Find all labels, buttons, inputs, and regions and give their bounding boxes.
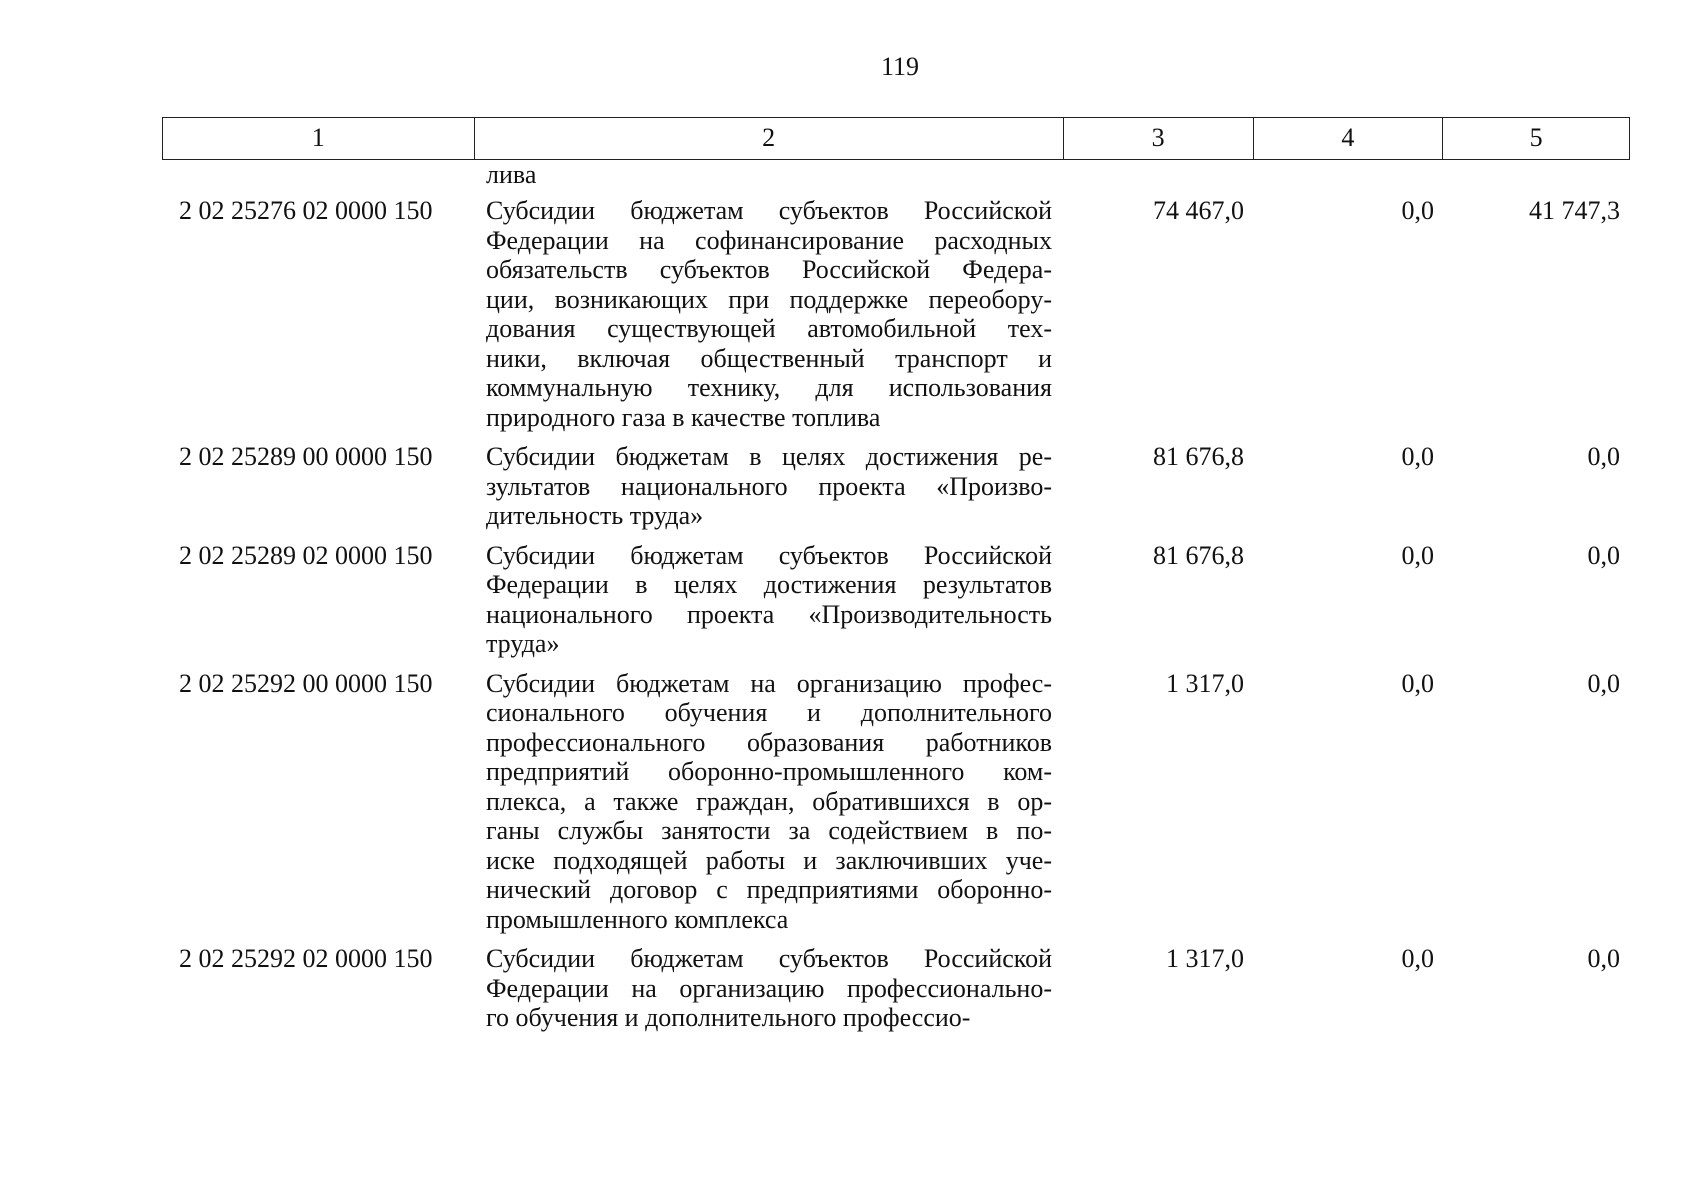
description-line: го обучения и дополнительного профессио- xyxy=(486,1003,971,1032)
description-line: зультатов национального проекта «Произво- xyxy=(486,471,1052,501)
row-value-col4: 0,0 xyxy=(1401,944,1434,973)
description-line: нический договор с предприятиями оборонно- xyxy=(486,875,1052,904)
row-value-col3: 1 317,0 xyxy=(1166,668,1244,698)
page-number: 119 xyxy=(880,52,920,81)
description-line: дительность труда» xyxy=(486,501,704,530)
row-code: 2 02 25289 00 0000 150 xyxy=(179,442,433,471)
description-line: обязательств субъектов Российской Федера- xyxy=(486,255,1052,284)
header-col-3: 3 xyxy=(1064,118,1254,159)
table-header xyxy=(162,117,1630,160)
row-value-col4: 0,0 xyxy=(1401,196,1434,225)
header-col-5: 5 xyxy=(1529,123,1543,152)
row-value-col3: 81 676,8 xyxy=(1153,442,1244,471)
description-line: ции, возникающих при поддержке переобору- xyxy=(486,284,1052,314)
description-line: плекса, а также граждан, обратившихся в ор- xyxy=(486,786,1052,816)
description-line: дования существующей автомобильной тех- xyxy=(486,314,1052,343)
row-value-col5: 0,0 xyxy=(1587,668,1620,698)
row-code: 2 02 25289 02 0000 150 xyxy=(179,540,433,570)
description-line: ники, включая общественный транспорт и xyxy=(486,343,1052,373)
description-line: иске подходящей работы и заключивших уче- xyxy=(486,845,1052,875)
description-line: сионального обучения и дополнительного xyxy=(486,698,1052,727)
description-line: Субсидии бюджетам субъектов Российской xyxy=(486,196,1052,225)
row-value-col5: 0,0 xyxy=(1587,442,1620,471)
table-row xyxy=(162,944,1630,1033)
row-value-col4: 0,0 xyxy=(1401,442,1434,471)
row-description xyxy=(474,442,1064,531)
carryover-text: лива xyxy=(486,160,537,189)
row-value-col3: 1 317,0 xyxy=(1166,944,1244,973)
header-col-4: 4 xyxy=(1254,118,1444,159)
description-line: Субсидии бюджетам в целях достижения ре- xyxy=(486,442,1052,471)
description-line: промышленного комплекса xyxy=(486,904,789,934)
description-line: предприятий оборонно-промышленного ком- xyxy=(486,757,1052,786)
description-line: природного газа в качестве топлива xyxy=(486,402,881,432)
header-col-2: 2 xyxy=(475,118,1064,159)
description-line: Федерации на софинансирование расходных xyxy=(486,225,1052,255)
row-code: 2 02 25292 02 0000 150 xyxy=(179,944,433,973)
description-line: ганы службы занятости за содействием в по- xyxy=(486,816,1052,845)
description-line: профессионального образования работников xyxy=(486,727,1052,757)
row-value-col4: 0,0 xyxy=(1401,668,1434,698)
row-value-col5: 0,0 xyxy=(1587,944,1620,973)
table-row xyxy=(162,196,1630,432)
row-value-col4: 0,0 xyxy=(1401,540,1434,570)
row-value-col5: 41 747,3 xyxy=(1529,196,1620,225)
table-body xyxy=(162,160,1630,1043)
row-description xyxy=(474,944,1064,1033)
row-description xyxy=(474,541,1064,659)
description-line: Субсидии бюджетам субъектов Российской xyxy=(486,540,1052,570)
description-line: национального проекта «Производительность xyxy=(486,599,1052,629)
row-description xyxy=(474,669,1064,935)
table-row xyxy=(162,541,1630,659)
table-row xyxy=(162,442,1630,531)
description-line: труда» xyxy=(486,629,560,658)
table-row xyxy=(162,669,1630,935)
row-code: 2 02 25276 02 0000 150 xyxy=(179,196,433,225)
row-value-col3: 74 467,0 xyxy=(1153,196,1244,225)
description-line: Субсидии бюджетам субъектов Российской xyxy=(486,944,1052,973)
table-rows xyxy=(162,196,1630,1033)
description-line: Субсидии бюджетам на организацию профес- xyxy=(486,668,1052,698)
description-line: Федерации в целях достижения результатов xyxy=(486,570,1052,599)
description-line: Федерации на организацию профессионально- xyxy=(486,973,1052,1003)
row-description xyxy=(474,196,1064,432)
row-code: 2 02 25292 00 0000 150 xyxy=(179,668,433,698)
header-col-1: 1 xyxy=(163,118,475,159)
row-value-col3: 81 676,8 xyxy=(1153,540,1244,570)
description-line: коммунальную технику, для использования xyxy=(486,373,1052,402)
row-value-col5: 0,0 xyxy=(1587,540,1620,570)
